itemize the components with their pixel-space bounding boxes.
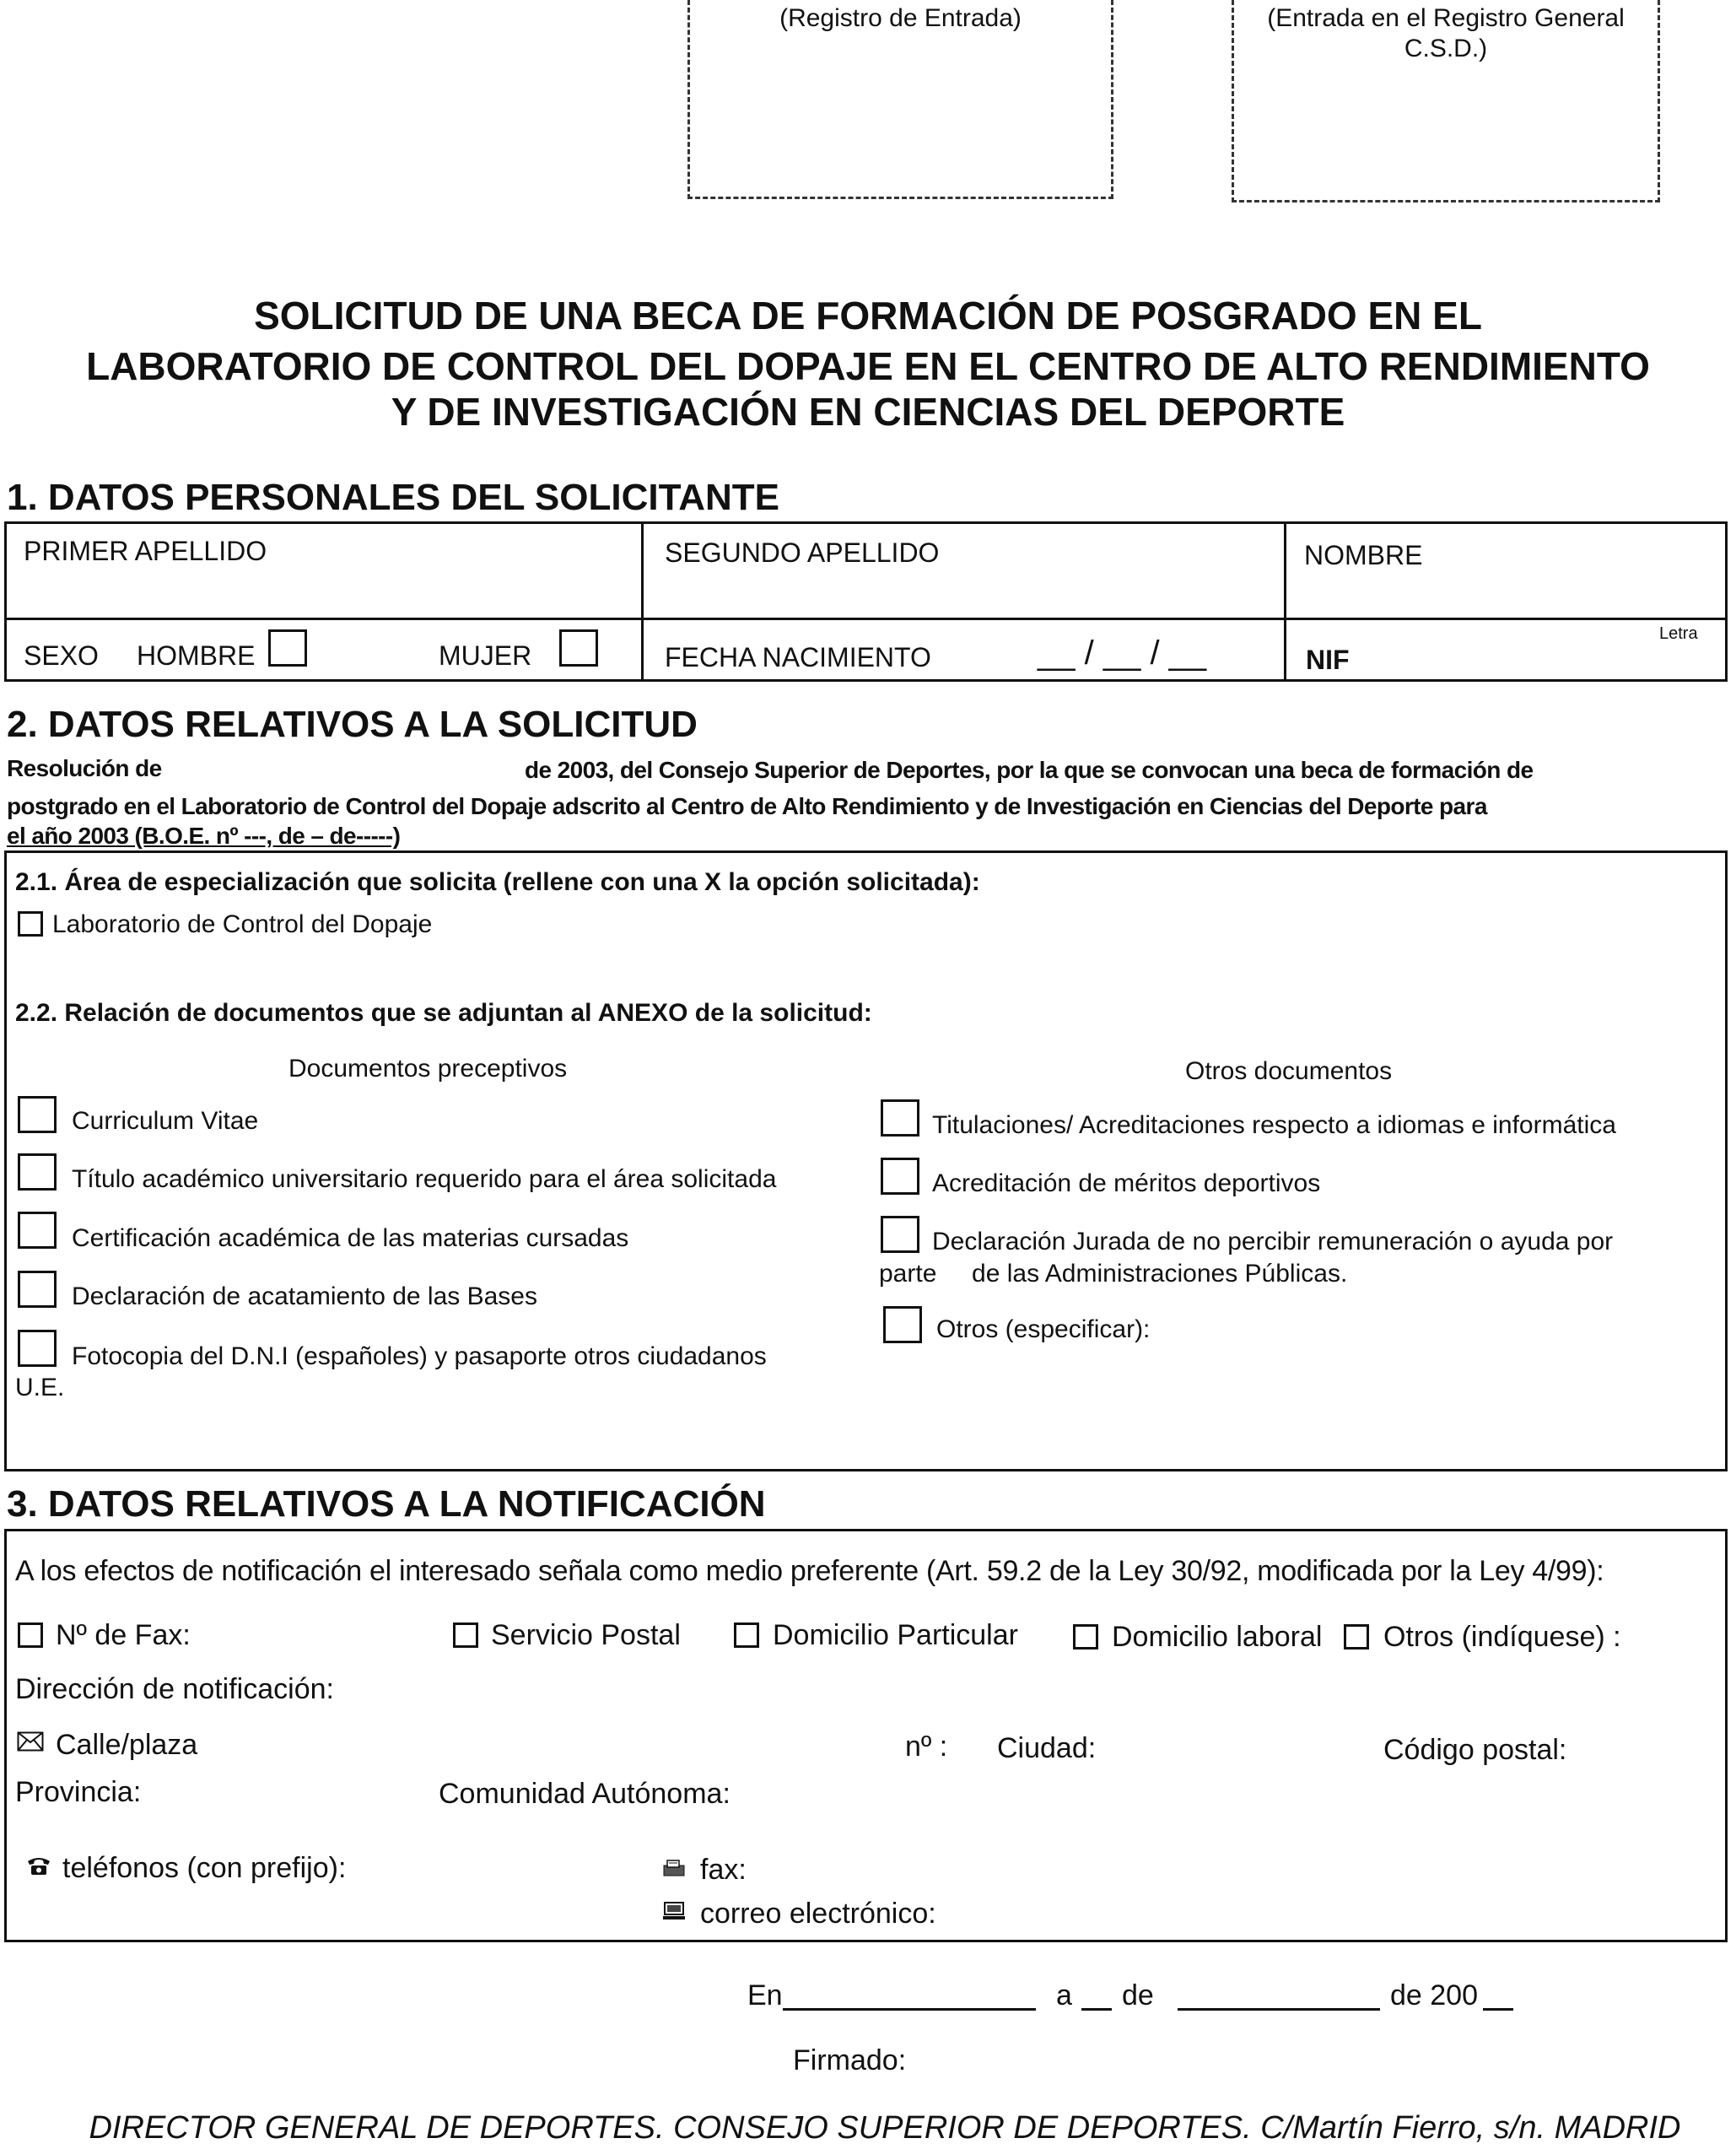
nif-letra-label: Letra: [1659, 624, 1698, 643]
signature-day-line[interactable]: [1081, 2008, 1112, 2011]
option-laboral-label: Domicilio laboral: [1112, 1621, 1323, 1653]
doc-declaracion-checkbox[interactable]: [881, 1216, 919, 1253]
title-line-2: LABORATORIO DE CONTROL DEL DOPAJE EN EL CENTRO DE ALTO RENDIMIENTO: [86, 344, 1650, 388]
preceptivos-header: Documentos preceptivos: [288, 1055, 568, 1083]
option-otros-checkbox[interactable]: [1344, 1624, 1369, 1650]
option-otros-label: Otros (indíquese) :: [1383, 1621, 1621, 1653]
primer-apellido-label: PRIMER APELLIDO: [24, 536, 267, 566]
fax-label: fax:: [700, 1854, 747, 1886]
doc-titulaciones-label: Titulaciones/ Acreditaciones respecto a idiomas e informática: [932, 1111, 1616, 1139]
doc-dni-label-cont: U.E.: [15, 1374, 65, 1401]
doc-titulaciones-checkbox[interactable]: [881, 1099, 919, 1137]
area-laboratorio-label: Laboratorio de Control del Dopaje: [52, 910, 433, 938]
option-laboral-checkbox[interactable]: [1073, 1624, 1098, 1650]
fax-icon: [663, 1860, 685, 1876]
option-fax-label: Nº de Fax:: [56, 1619, 191, 1651]
section-2-heading: 2. DATOS RELATIVOS A LA SOLICITUD: [7, 704, 698, 745]
hombre-label: HOMBRE: [137, 640, 256, 671]
doc-bases-label: Declaración de acatamiento de las Bases: [72, 1282, 537, 1310]
hombre-checkbox[interactable]: [268, 629, 307, 667]
direccion-label: Dirección de notificación:: [15, 1673, 334, 1705]
doc-curriculum-label: Curriculum Vitae: [72, 1107, 259, 1135]
area-title: 2.1. Área de especialización que solicita (rellene con una X la opción solicitada):: [15, 868, 980, 896]
resolucion-line-1a: Resolución de: [7, 755, 162, 781]
doc-declaracion-label-cont: parte de las Administraciones Públicas.: [879, 1260, 1348, 1288]
fecha-nacimiento-label: FECHA NACIMIENTO: [665, 642, 931, 672]
resolucion-line-3: el año 2003 (B.O.E. nº ---, de – de-----): [7, 823, 401, 849]
signature-en-label: En: [747, 1979, 783, 2011]
doc-meritos-label: Acreditación de méritos deportivos: [932, 1169, 1321, 1197]
doc-titulo-label: Título académico universitario requerido para el área solicitada: [72, 1165, 777, 1193]
resolucion-line-2: postgrado en el Laboratorio de Control del Dopaje adscrito al Centro de Alto Rendimiento y de Investigación en Ciencias del Deporte para: [7, 793, 1487, 819]
doc-meritos-checkbox[interactable]: [881, 1158, 919, 1195]
doc-otros-label: Otros (especificar):: [936, 1315, 1151, 1343]
mujer-checkbox[interactable]: [559, 629, 598, 667]
divider: [641, 521, 644, 682]
signature-year-line[interactable]: [1483, 2008, 1513, 2011]
option-postal-checkbox[interactable]: [453, 1623, 478, 1648]
envelope-icon: [17, 1731, 44, 1752]
solicitud-box: [4, 850, 1728, 1471]
signature-month-line[interactable]: [1178, 2008, 1380, 2011]
notificacion-intro: A los efectos de notificación el interesado señala como medio preferente (Art. 59.2 de la Ley 30/92, modificada por la Ley 4/99):: [15, 1555, 1604, 1587]
fecha-nacimiento-input[interactable]: __ / __ / __: [1038, 634, 1207, 672]
doc-dni-checkbox[interactable]: [18, 1330, 57, 1367]
doc-otros-checkbox[interactable]: [883, 1306, 922, 1343]
segundo-apellido-label: SEGUNDO APELLIDO: [665, 537, 940, 568]
registro-entrada-box: [687, 0, 1113, 199]
divider: [4, 618, 1728, 620]
option-particular-checkbox[interactable]: [734, 1623, 759, 1648]
option-particular-label: Domicilio Particular: [773, 1619, 1018, 1651]
nif-label: NIF: [1306, 645, 1350, 675]
option-postal-label: Servicio Postal: [491, 1619, 681, 1651]
numero-label: nº :: [905, 1731, 948, 1763]
footer-address: DIRECTOR GENERAL DE DEPORTES. CONSEJO SUPERIOR DE DEPORTES. C/Martín Fierro, s/n. MADRID: [89, 2110, 1681, 2146]
area-laboratorio-checkbox[interactable]: [18, 911, 43, 937]
title-line-3: Y DE INVESTIGACIÓN EN CIENCIAS DEL DEPORTE: [391, 390, 1345, 434]
provincia-label: Provincia:: [15, 1776, 142, 1808]
section-3-heading: 3. DATOS RELATIVOS A LA NOTIFICACIÓN: [7, 1483, 766, 1525]
sexo-label: SEXO: [24, 640, 99, 671]
mujer-label: MUJER: [439, 640, 532, 671]
registro-general-box: [1232, 0, 1660, 202]
computer-icon: [663, 1902, 685, 1920]
doc-titulo-checkbox[interactable]: [18, 1153, 57, 1191]
ciudad-label: Ciudad:: [997, 1732, 1097, 1764]
signature-a-label: a: [1056, 1979, 1072, 2011]
title-line-1: SOLICITUD DE UNA BECA DE FORMACIÓN DE POSGRADO EN EL: [254, 294, 1482, 337]
telefonos-label: teléfonos (con prefijo):: [62, 1852, 347, 1884]
comunidad-label: Comunidad Autónoma:: [439, 1778, 731, 1810]
otros-header: Otros documentos: [1185, 1057, 1393, 1085]
firmado-label: Firmado:: [793, 2044, 907, 2076]
registro-general-label-2: C.S.D.): [1404, 35, 1488, 62]
signature-de-label: de: [1122, 1979, 1154, 2011]
doc-certificacion-checkbox[interactable]: [18, 1212, 57, 1249]
nombre-label: NOMBRE: [1304, 540, 1423, 570]
divider: [1284, 521, 1286, 682]
codigo-postal-label: Código postal:: [1383, 1734, 1567, 1766]
option-fax-checkbox[interactable]: [18, 1623, 43, 1648]
phone-icon: [25, 1855, 52, 1876]
calle-label: Calle/plaza: [56, 1729, 198, 1761]
signature-place-line[interactable]: [783, 2008, 1036, 2011]
registro-general-label-1: (Entrada en el Registro General: [1267, 4, 1625, 32]
doc-declaracion-label: Declaración Jurada de no percibir remuneración o ayuda por: [932, 1228, 1614, 1255]
doc-bases-checkbox[interactable]: [18, 1271, 57, 1308]
correo-label: correo electrónico:: [700, 1898, 936, 1930]
signature-year-label: de 200: [1390, 1979, 1478, 2011]
resolucion-line-1b: de 2003, del Consejo Superior de Deportes, por la que se convocan una beca de formación de: [525, 757, 1534, 783]
docs-title: 2.2. Relación de documentos que se adjuntan al ANEXO de la solicitud:: [15, 999, 872, 1027]
doc-dni-label: Fotocopia del D.N.I (españoles) y pasaporte otros ciudadanos: [72, 1342, 767, 1370]
doc-certificacion-label: Certificación académica de las materias cursadas: [72, 1224, 629, 1252]
section-1-heading: 1. DATOS PERSONALES DEL SOLICITANTE: [7, 477, 779, 518]
registro-entrada-label: (Registro de Entrada): [779, 4, 1022, 32]
doc-curriculum-checkbox[interactable]: [18, 1096, 57, 1133]
